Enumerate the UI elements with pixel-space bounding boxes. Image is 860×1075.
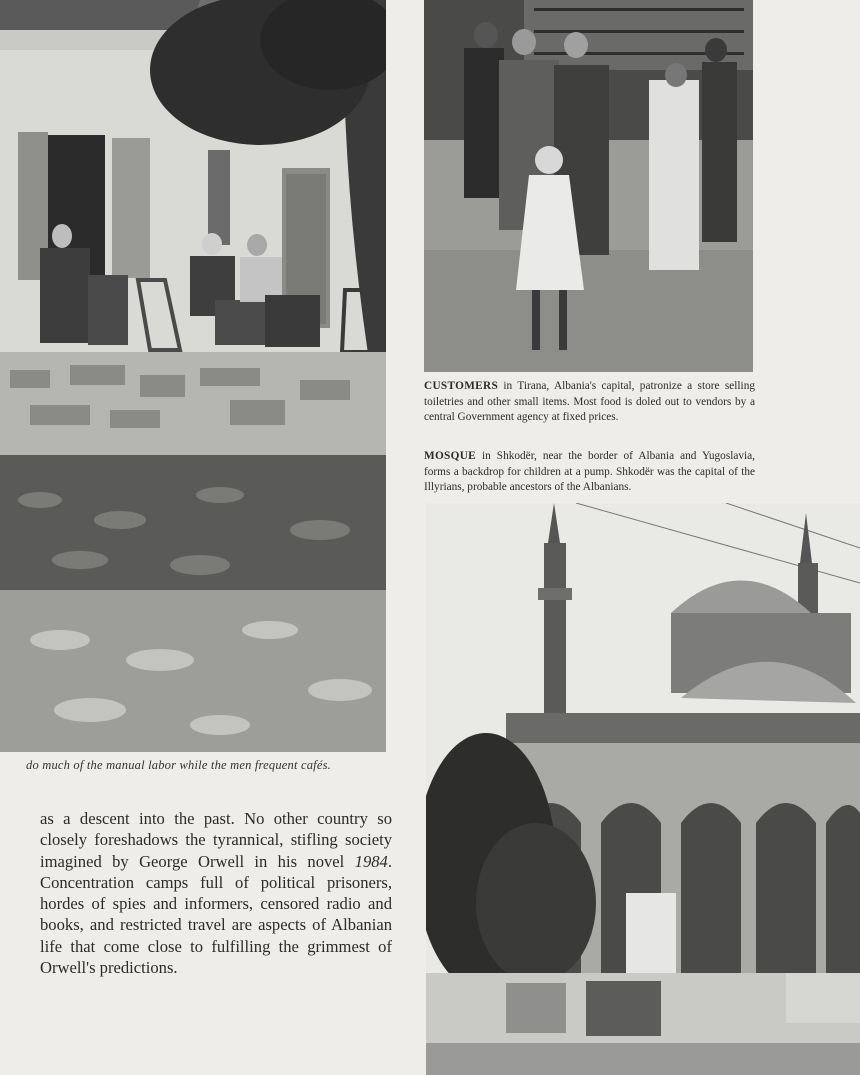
- caption-lead: MOSQUE: [424, 450, 477, 462]
- body-paragraph: [40, 808, 392, 978]
- photo-street-scene: [0, 0, 386, 752]
- mosque-photo-caption: [424, 449, 755, 496]
- caption-text: in Shkodër, near the border of Albania and Yugoslavia, forms a backdrop for children at a pump. Shkodër was the capital of the Illyrians, probable ancestors of the Albanians.: [424, 450, 755, 493]
- book-title: 1984: [354, 851, 388, 871]
- article-body: [40, 808, 392, 978]
- store-photo-caption: [424, 379, 755, 426]
- photo-store-customers: [424, 0, 753, 372]
- caption-text: in Tirana, Albania's capital, patronize a store selling toiletries and other small items. Most food is doled out to vendors by a central Government agency at fixed prices.: [424, 380, 755, 423]
- street-photo-caption: do much of the manual labor while the men frequent cafés.: [26, 758, 331, 772]
- photo-mosque-shkoder: [426, 503, 860, 1075]
- body-text-before: as a descent into the past. No other country so closely foreshadows the tyrannical, stifling society imagined by George Orwell in his novel: [40, 809, 392, 871]
- body-text-after: . Concentration camps full of political prisoners, hordes of spies and informers, censored radio and books, and restricted travel are aspects of Albanian life that come close to fulfilling the grimmest of Orwell's predictions.: [40, 851, 392, 978]
- caption-lead: CUSTOMERS: [424, 380, 499, 392]
